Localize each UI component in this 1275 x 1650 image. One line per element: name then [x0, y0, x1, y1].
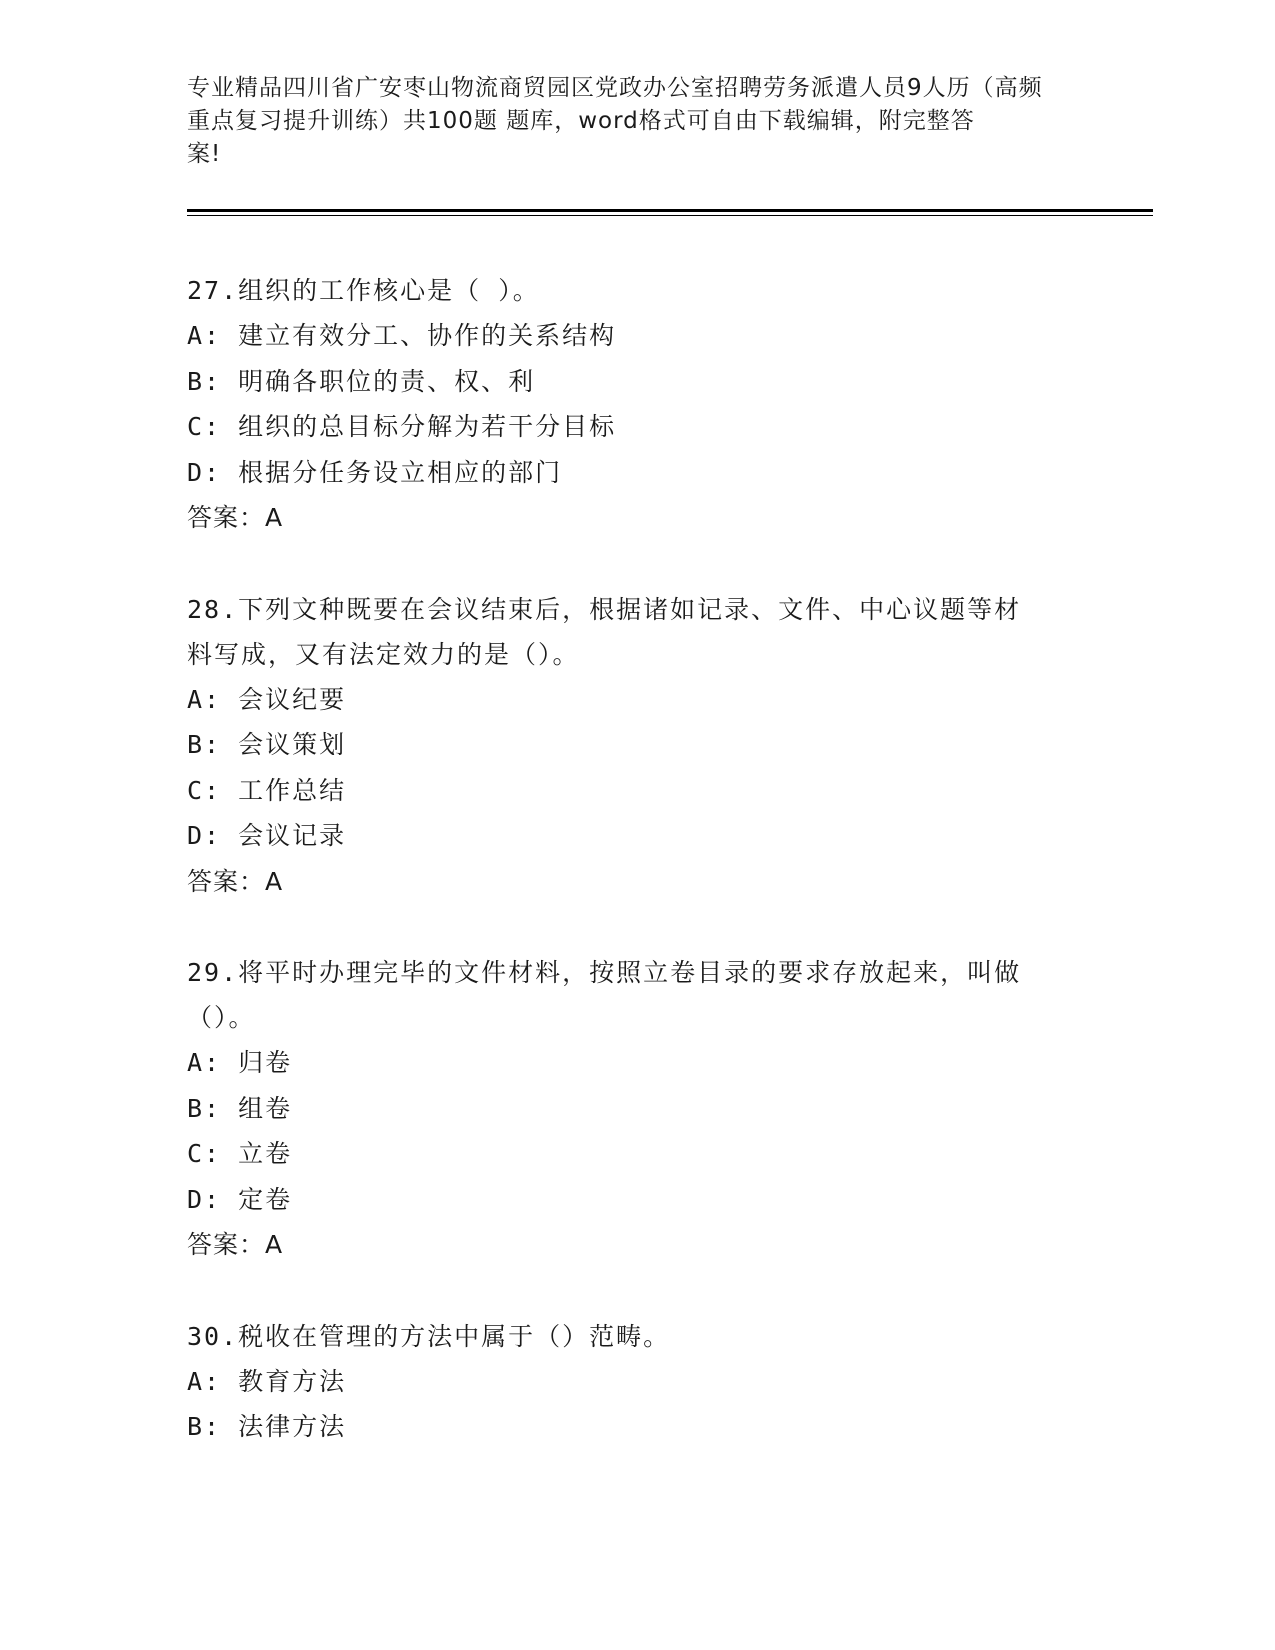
question-27	[187, 268, 1087, 541]
option-d: D: 定卷	[187, 1184, 293, 1214]
answer: 答案：A	[187, 1230, 284, 1259]
option-a: A: 建立有效分工、协作的关系结构	[187, 321, 617, 350]
option-c: C: 立卷	[187, 1139, 293, 1168]
header-line: 案!	[187, 141, 222, 167]
header-line: 重点复习提升训练）共100题 题库，word格式可自由下载编辑，附完整答	[187, 108, 975, 134]
answer: 答案：A	[187, 866, 284, 896]
option-c: C: 工作总结	[187, 775, 347, 805]
option-d: D: 会议记录	[187, 821, 347, 850]
question-stem-continued: 料写成，又有法定效力的是（）。	[187, 639, 580, 669]
option-c: C: 组织的总目标分解为若干分目标	[187, 412, 617, 441]
question-stem: 27.组织的工作核心是（ ）。	[187, 276, 540, 305]
header-divider-thick	[187, 209, 1153, 212]
option-b: B: 会议策划	[187, 730, 347, 759]
option-b: B: 组卷	[187, 1093, 293, 1123]
question-stem: 30.税收在管理的方法中属于（）范畴。	[187, 1321, 671, 1351]
option-d: D: 根据分任务设立相应的部门	[187, 457, 563, 487]
question-stem: 28.下列文种既要在会议结束后，根据诸如记录、文件、中心议题等材	[187, 594, 1022, 624]
option-a: A: 会议纪要	[187, 684, 347, 714]
question-28	[187, 587, 1087, 905]
answer: 答案：A	[187, 503, 284, 532]
option-b: B: 法律方法	[187, 1412, 347, 1441]
question-stem-continued: （）。	[187, 1003, 256, 1032]
option-a: A: 教育方法	[187, 1366, 347, 1396]
header-line: 专业精品四川省广安枣山物流商贸园区党政办公室招聘劳务派遣人员9人历（高频	[187, 75, 1043, 101]
question-stem: 29.将平时办理完毕的文件材料，按照立卷目录的要求存放起来，叫做	[187, 958, 1022, 987]
question-29	[187, 950, 1087, 1268]
question-list	[187, 268, 1087, 1496]
question-30	[187, 1314, 1087, 1450]
option-b: B: 明确各职位的责、权、利	[187, 366, 536, 396]
header-divider-thin	[187, 215, 1153, 216]
document-header	[187, 72, 1087, 171]
option-a: A: 归卷	[187, 1048, 293, 1077]
